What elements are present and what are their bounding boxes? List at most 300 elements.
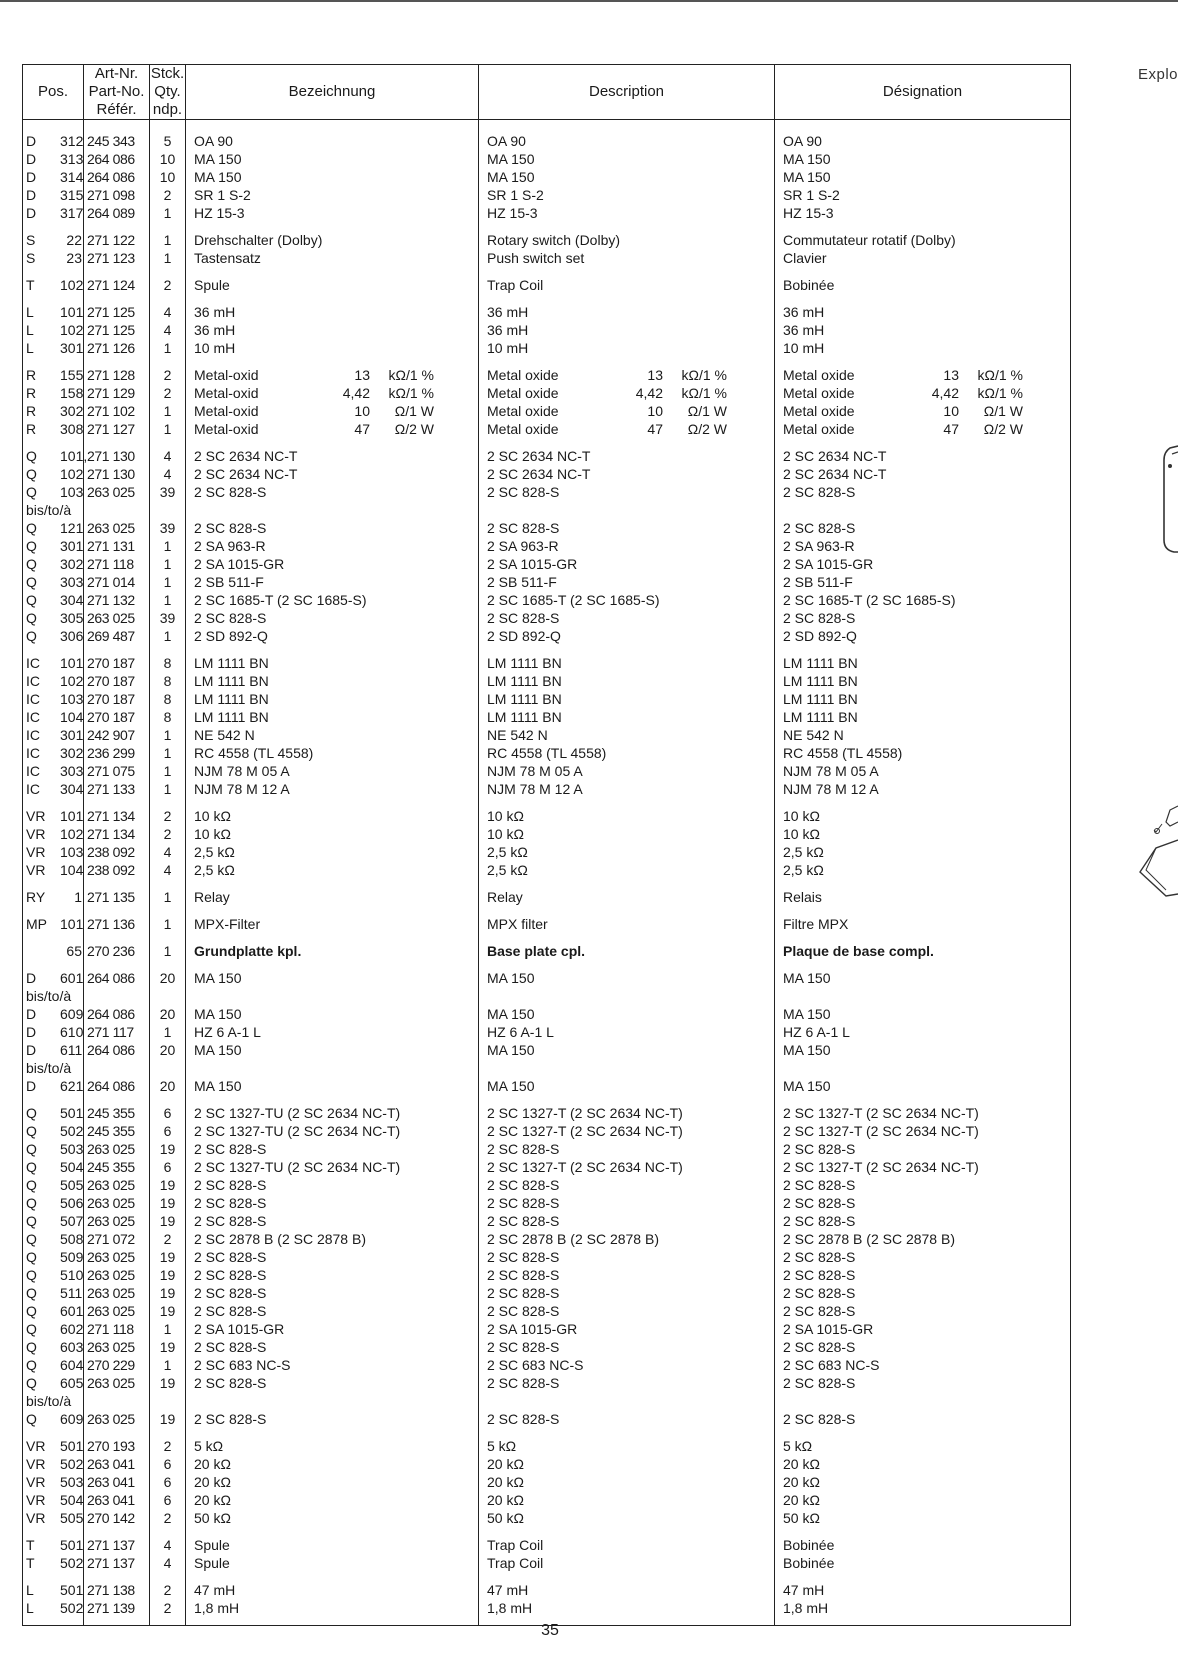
description-cell: [479, 465, 775, 483]
pos-cell: [23, 438, 88, 465]
cell-text: HZ 6 A-1 L: [783, 1024, 850, 1040]
description-cell: [479, 726, 775, 744]
cell-text: Relais: [783, 889, 822, 905]
pos-number: 504: [60, 1492, 84, 1508]
designation-cell: [775, 843, 1071, 861]
cell-text: 20 kΩ: [194, 1492, 231, 1508]
pos-prefix: IC: [26, 727, 40, 743]
header-art: [84, 65, 150, 120]
description-cell: [479, 933, 775, 960]
cell-text: OA 90: [194, 133, 233, 149]
designation-cell: [775, 1041, 1071, 1059]
side-label: Explo: [1138, 66, 1178, 83]
part-number-cell: 263 025: [84, 609, 150, 627]
table-row: [23, 1176, 1071, 1194]
table-row: [23, 906, 1071, 933]
part-number-cell: 270 187: [84, 672, 150, 690]
pos-number: 501: [60, 1438, 84, 1454]
part-number-cell: 271 129: [84, 384, 150, 402]
part-number-cell: 270 187: [84, 708, 150, 726]
cell-text: 2,5 kΩ: [487, 862, 528, 878]
table-row: [23, 294, 1071, 321]
part-number-cell: 245 355: [84, 1095, 150, 1122]
value-unit: Ω/2 W: [394, 421, 434, 437]
designation-cell: [775, 1410, 1071, 1428]
designation-cell: [775, 339, 1071, 357]
table-row: [23, 708, 1071, 726]
pos-prefix: D: [26, 970, 37, 986]
pos-prefix: D: [26, 169, 37, 185]
cell-text: LM 1111 BN: [487, 655, 562, 671]
bezeichnung-cell: [186, 960, 479, 987]
bezeichnung-cell: [186, 168, 479, 186]
cell-text: 2 SC 828-S: [194, 1375, 267, 1391]
description-cell: [479, 1410, 775, 1428]
cell-text: 2 SC 828-S: [783, 1285, 856, 1301]
description-cell: [479, 1176, 775, 1194]
description-cell: [479, 591, 775, 609]
designation-cell: [775, 726, 1071, 744]
cell-text: NJM 78 M 05 A: [194, 763, 290, 779]
designation-cell: [775, 483, 1071, 501]
bezeichnung-cell: [186, 780, 479, 798]
header-qty: [150, 65, 186, 120]
cell-text: 2 SC 828-S: [487, 1213, 560, 1229]
part-number-cell: 263 041: [84, 1473, 150, 1491]
table-row: [23, 321, 1071, 339]
designation-cell: [775, 1194, 1071, 1212]
cell-text: MA 150: [194, 151, 242, 167]
table-row: [23, 1230, 1071, 1248]
bezeichnung-cell: [186, 222, 479, 249]
part-number-cell: 264 086: [84, 1005, 150, 1023]
page-number: 35: [541, 1622, 559, 1639]
part-number-cell: 263 025: [84, 1410, 150, 1428]
quantity-cell: 19: [150, 1302, 186, 1320]
quantity-cell: 20: [150, 960, 186, 987]
quantity-cell: 8: [150, 672, 186, 690]
table-row: [23, 555, 1071, 573]
cell-text: 2 SC 828-S: [783, 520, 856, 536]
bezeichnung-cell: [186, 1122, 479, 1140]
bezeichnung-cell: [186, 465, 479, 483]
bezeichnung-cell: [186, 843, 479, 861]
table-row: [23, 1338, 1071, 1356]
description-cell: [479, 1473, 775, 1491]
description-cell: [479, 501, 775, 519]
bezeichnung-cell: [186, 1266, 479, 1284]
designation-cell: [775, 1122, 1071, 1140]
cell-text: 2 SC 828-S: [487, 1267, 560, 1283]
part-number-cell: 271 118: [84, 555, 150, 573]
pos-cell: [23, 1122, 84, 1140]
pos-cell: [23, 1572, 84, 1599]
value-amount: 10: [647, 403, 663, 419]
cell-text: 2 SA 1015-GR: [194, 1321, 285, 1337]
table-row: [23, 501, 1071, 519]
cell-text: 2 SC 828-S: [194, 1141, 267, 1157]
quantity-cell: [150, 501, 186, 519]
pos-number: 313: [60, 151, 84, 167]
cell-text: RC 4558 (TL 4558): [783, 745, 903, 761]
pos-prefix: L: [26, 1582, 34, 1598]
pos-prefix: Q: [26, 610, 37, 626]
cell-text: 2 SC 1327-T (2 SC 2634 NC-T): [783, 1159, 979, 1175]
pos-prefix: Q: [26, 1141, 37, 1157]
designation-cell: [775, 1338, 1071, 1356]
cell-text: LM 1111 BN: [487, 673, 562, 689]
quantity-cell: 1: [150, 780, 186, 798]
bezeichnung-cell: [186, 1455, 479, 1473]
bezeichnung-cell: [186, 744, 479, 762]
part-number-cell: 270 187: [84, 690, 150, 708]
quantity-cell: 1: [150, 1023, 186, 1041]
cell-text: 2 SC 828-S: [194, 1249, 267, 1265]
quantity-cell: 10: [150, 168, 186, 186]
cell-text: 2,5 kΩ: [783, 844, 824, 860]
quantity-cell: 19: [150, 1266, 186, 1284]
cell-text: 2 SC 2878 B (2 SC 2878 B): [487, 1231, 659, 1247]
table-row: [23, 1356, 1071, 1374]
bezeichnung-cell: [186, 861, 479, 879]
designation-cell: [775, 1005, 1071, 1023]
quantity-cell: 20: [150, 1041, 186, 1059]
cell-text: MA 150: [783, 970, 831, 986]
cell-text: Filtre MPX: [783, 916, 849, 932]
description-cell: [479, 519, 775, 537]
designation-cell: [775, 501, 1071, 519]
part-number-cell: 236 299: [84, 744, 150, 762]
pos-cell: [23, 861, 84, 879]
designation-cell: [775, 987, 1071, 1005]
value-amount: 13: [354, 367, 370, 383]
cell-text: 10 kΩ: [783, 808, 820, 824]
pos-cell: [23, 501, 84, 519]
table-row: [23, 960, 1071, 987]
cell-text: SR 1 S-2: [783, 187, 840, 203]
pos-prefix: D: [26, 151, 37, 167]
description-cell: [479, 1059, 775, 1077]
cell-text: HZ 15-3: [487, 205, 538, 221]
cell-text: 2 SC 683 NC-S: [194, 1357, 291, 1373]
part-number-cell: 271 124: [84, 267, 150, 294]
pos-cell: [23, 420, 84, 438]
cell-text: MA 150: [487, 970, 535, 986]
quantity-cell: 39: [150, 483, 186, 501]
cell-text: MA 150: [194, 1078, 242, 1094]
pos-prefix: MP: [26, 916, 47, 932]
part-number-cell: 264 086: [84, 168, 150, 186]
pos-number: 302: [60, 556, 84, 572]
cell-text: Bobinée: [783, 1537, 835, 1553]
table-row: [23, 1095, 1071, 1122]
cell-text: MA 150: [487, 1006, 535, 1022]
table-row: [23, 780, 1071, 798]
cell-text: Relay: [194, 889, 230, 905]
designation-cell: [775, 384, 1071, 402]
designation-cell: [775, 906, 1071, 933]
pos-number: 602: [60, 1321, 84, 1337]
description-cell: [479, 1077, 775, 1095]
pos-prefix: Q: [26, 628, 37, 644]
designation-cell: [775, 744, 1071, 762]
part-number-cell: 263 025: [84, 1284, 150, 1302]
cell-text: 2 SA 1015-GR: [487, 1321, 578, 1337]
designation-cell: [775, 1266, 1071, 1284]
value-amount: 10: [354, 403, 370, 419]
designation-cell: [775, 1554, 1071, 1572]
designation-cell: [775, 1473, 1071, 1491]
part-number-cell: 242 907: [84, 726, 150, 744]
designation-cell: [775, 249, 1071, 267]
cell-text: Spule: [194, 1537, 230, 1553]
pos-prefix: Q: [26, 1321, 37, 1337]
pos-prefix: Q: [26, 1249, 37, 1265]
designation-cell: [775, 120, 1071, 151]
quantity-cell: 1: [150, 573, 186, 591]
designation-cell: [775, 438, 1071, 465]
cell-text: Tastensatz: [194, 250, 261, 266]
description-cell: [479, 1491, 775, 1509]
component-type: Metal-oxid: [194, 421, 259, 437]
cell-text: 20 kΩ: [194, 1456, 231, 1472]
parts-table: [22, 64, 1071, 1626]
pos-number: 621: [60, 1078, 84, 1094]
bezeichnung-cell: [186, 321, 479, 339]
pos-cell: [23, 402, 84, 420]
bezeichnung-cell: [186, 690, 479, 708]
part-number-cell: 271 135: [84, 879, 150, 906]
part-number-cell: 271 123: [84, 249, 150, 267]
cell-text: 2 SB 511-F: [487, 574, 557, 590]
cell-text: 10 kΩ: [194, 826, 231, 842]
cell-text: 2 SA 1015-GR: [783, 556, 874, 572]
part-number-cell: 271 134: [84, 825, 150, 843]
pos-cell: [23, 780, 84, 798]
part-number-cell: 264 086: [84, 150, 150, 168]
designation-cell: [775, 1509, 1071, 1527]
cell-text: 2 SC 828-S: [194, 1285, 267, 1301]
pos-prefix: IC: [26, 781, 40, 797]
cell-text: 47 mH: [487, 1582, 529, 1598]
cell-text: 2 SC 1327-T (2 SC 2634 NC-T): [783, 1123, 979, 1139]
quantity-cell: 1: [150, 249, 186, 267]
cell-text: 50 kΩ: [194, 1510, 231, 1526]
designation-cell: [775, 1374, 1071, 1392]
description-cell: [479, 1554, 775, 1572]
part-number-cell: 263 025: [84, 1212, 150, 1230]
quantity-cell: 1: [150, 1356, 186, 1374]
cell-text: 2 SC 828-S: [783, 1267, 856, 1283]
part-number-cell: 270 229: [84, 1356, 150, 1374]
cell-text: MA 150: [783, 1078, 831, 1094]
pos-cell: [23, 150, 84, 168]
pos-prefix: Q: [26, 1303, 37, 1319]
component-type: Metal oxide: [487, 403, 559, 419]
pos-number: 103: [60, 484, 84, 500]
table-row: [23, 1158, 1071, 1176]
range-label: bis/to/à: [26, 502, 72, 518]
cell-text: 2 SC 2634 NC-T: [194, 466, 298, 482]
pos-cell: [23, 384, 84, 402]
component-type: Metal oxide: [783, 421, 855, 437]
component-type: Metal-oxid: [194, 385, 259, 401]
pos-number: 611: [60, 1042, 83, 1058]
bezeichnung-cell: [186, 384, 479, 402]
table-row: [23, 609, 1071, 627]
cell-text: 2 SB 511-F: [194, 574, 264, 590]
table-row: [23, 591, 1071, 609]
pos-number: 601: [60, 1303, 84, 1319]
bezeichnung-cell: [186, 339, 479, 357]
description-cell: [479, 321, 775, 339]
table-row: [23, 249, 1071, 267]
pos-cell: [23, 1194, 84, 1212]
pos-prefix: VR: [26, 1474, 46, 1490]
pos-prefix: Q: [26, 1231, 37, 1247]
header-art-en: Part-No.: [88, 83, 145, 100]
bezeichnung-cell: [186, 798, 479, 825]
description-cell: [479, 438, 775, 465]
pos-number: 301: [60, 727, 84, 743]
designation-cell: [775, 573, 1071, 591]
description-cell: [479, 420, 775, 438]
description-cell: [479, 1212, 775, 1230]
cell-text: 20 kΩ: [487, 1492, 524, 1508]
pos-number: 609: [60, 1411, 84, 1427]
pos-cell: [23, 1338, 84, 1356]
bezeichnung-cell: [186, 825, 479, 843]
description-cell: [479, 384, 775, 402]
pos-number: 507: [60, 1213, 84, 1229]
quantity-cell: 1: [150, 420, 186, 438]
description-cell: [479, 150, 775, 168]
bezeichnung-cell: [186, 1095, 479, 1122]
description-cell: [479, 825, 775, 843]
bezeichnung-cell: [186, 1230, 479, 1248]
table-row: [23, 1122, 1071, 1140]
cell-text: 10 kΩ: [194, 808, 231, 824]
quantity-cell: 1: [150, 555, 186, 573]
cell-text: NJM 78 M 12 A: [194, 781, 290, 797]
pos-cell: [23, 1005, 84, 1023]
quantity-cell: 4: [150, 321, 186, 339]
description-cell: [479, 537, 775, 555]
bezeichnung-cell: [186, 708, 479, 726]
quantity-cell: 19: [150, 1284, 186, 1302]
part-number-cell: 264 086: [84, 1077, 150, 1095]
part-number-cell: 269 487: [84, 627, 150, 645]
value-unit: Ω/1 W: [394, 403, 434, 419]
part-number-cell: 263 025: [84, 1248, 150, 1266]
pos-number: 605: [60, 1375, 84, 1391]
value-amount: 4,42: [635, 385, 663, 401]
value-unit: kΩ/1 %: [977, 385, 1023, 401]
cell-text: RC 4558 (TL 4558): [194, 745, 314, 761]
description-cell: [479, 483, 775, 501]
pos-prefix: R: [26, 421, 37, 437]
bezeichnung-cell: [186, 1554, 479, 1572]
description-cell: [479, 744, 775, 762]
pos-number: 302: [60, 745, 84, 761]
table-row: [23, 519, 1071, 537]
header-qty-en: Qty.: [154, 83, 181, 100]
pos-prefix: IC: [26, 745, 40, 761]
pos-number: 104: [60, 709, 84, 725]
pos-prefix: Q: [26, 556, 37, 572]
pos-cell: [23, 1077, 84, 1095]
part-number-cell: 271 122: [84, 222, 150, 249]
cell-text: 2 SC 828-S: [487, 1303, 560, 1319]
pos-cell: [23, 267, 84, 294]
cell-text: NE 542 N: [194, 727, 255, 743]
pos-number: 101: [60, 916, 84, 932]
cell-text: Drehschalter (Dolby): [194, 232, 323, 248]
value-unit: kΩ/1 %: [681, 367, 727, 383]
cell-text: 20 kΩ: [783, 1492, 820, 1508]
pos-number: 502: [60, 1600, 84, 1616]
bezeichnung-cell: [186, 1023, 479, 1041]
pos-number: 65: [66, 943, 82, 959]
pos-cell: [23, 609, 84, 627]
cell-text: MA 150: [783, 151, 831, 167]
cell-text: 2 SC 2634 NC-T: [487, 466, 591, 482]
pos-prefix: T: [26, 277, 35, 293]
pos-cell: [23, 294, 84, 321]
cell-text: Spule: [194, 277, 230, 293]
pos-cell: [23, 987, 84, 1005]
cell-text: RC 4558 (TL 4558): [487, 745, 607, 761]
cell-text: 2 SC 2878 B (2 SC 2878 B): [783, 1231, 955, 1247]
cell-text: 2 SA 1015-GR: [783, 1321, 874, 1337]
designation-cell: [775, 186, 1071, 204]
part-number-cell: 271 137: [84, 1554, 150, 1572]
pos-cell: [23, 879, 84, 906]
bezeichnung-cell: [186, 1410, 479, 1428]
cell-text: 2 SA 963-R: [194, 538, 266, 554]
cell-text: 10 mH: [487, 340, 529, 356]
bezeichnung-cell: [186, 1212, 479, 1230]
pos-cell: [23, 1158, 84, 1176]
cell-text: 2 SC 828-S: [487, 520, 560, 536]
bezeichnung-cell: [186, 294, 479, 321]
pos-prefix: Q: [26, 1267, 37, 1283]
quantity-cell: 4: [150, 1527, 186, 1554]
part-number-cell: 245 355: [84, 1122, 150, 1140]
table-row: [23, 1428, 1071, 1455]
pos-prefix: VR: [26, 862, 46, 878]
cell-text: Trap Coil: [487, 1537, 544, 1553]
quantity-cell: 2: [150, 798, 186, 825]
pos-prefix: S: [26, 232, 36, 248]
quantity-cell: 1: [150, 879, 186, 906]
quantity-cell: 6: [150, 1473, 186, 1491]
value-amount: 13: [647, 367, 663, 383]
pos-number: 303: [60, 763, 84, 779]
pos-prefix: VR: [26, 826, 46, 842]
header-bezeichnung: Bezeichnung: [186, 65, 479, 120]
bezeichnung-cell: [186, 150, 479, 168]
header-qty-de: Stck.: [150, 65, 185, 82]
pos-prefix: D: [26, 1078, 37, 1094]
header-designation: Désignation: [775, 65, 1071, 120]
table-row: [23, 1410, 1071, 1428]
table-row: [23, 933, 1071, 960]
quantity-cell: 4: [150, 1554, 186, 1572]
quantity-cell: 1: [150, 537, 186, 555]
quantity-cell: 20: [150, 1077, 186, 1095]
pos-cell: [23, 465, 84, 483]
